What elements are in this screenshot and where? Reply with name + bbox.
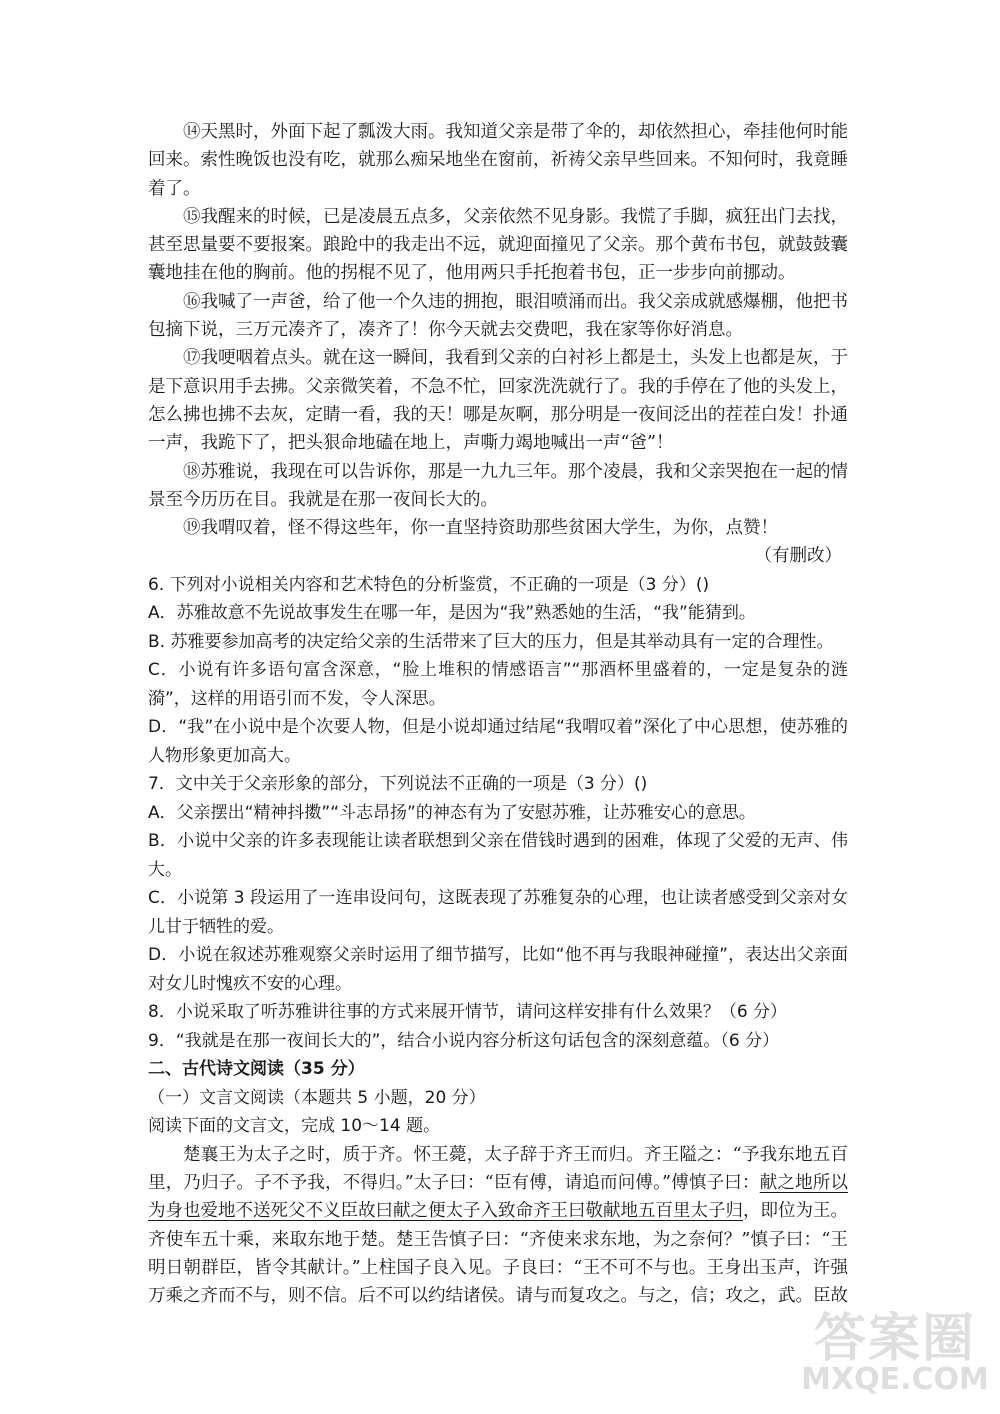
question-7-option-a: A．父亲摆出“精神抖擞”“斗志昂扬”的神态有为了安慰苏雅，让苏雅安心的意思。: [148, 802, 756, 823]
question-9: 9．“我就是在那一夜间长大的”，结合小说内容分析这句话包含的深刻意蕴。（6 分）: [148, 1030, 780, 1051]
question-7-option-d: D．小说在叙述苏雅观察父亲时运用了细节描写，比如“他不再与我眼神碰撞”，表达出父亲面对女儿时愧疚不安的心理。: [148, 945, 848, 994]
question-7: 7．文中关于父亲形象的部分，下列说法不正确的一项是（3 分）(): [148, 774, 648, 795]
question-6-option-a: A．苏雅故意不先说故事发生在哪一年，是因为“我”熟悉她的生活，“我”能猜到。: [148, 603, 756, 624]
story-paragraph-15: ⑮我醒来的时候，已是凌晨五点多，父亲依然不见身影。我慌了手脚，疯狂出门去找，甚至思量要不要报案。踉跄中的我走出不远，就迎面撞见了父亲。那个黄布书包，就鼓鼓囊囊地挂在他的胸前。他的拐棍不见了，他用两只手托抱着书包，正一步步向前挪动。: [148, 206, 848, 284]
question-7-option-b: B．小说中父亲的许多表现能让读者联想到父亲在借钱时遇到的困难，体现了父爱的无声、伟大。: [148, 831, 848, 880]
question-7-option-c: C．小说第 3 段运用了一连串设问句，这既表现了苏雅复杂的心理，也让读者感受到父亲对女儿甘于牺牲的爱。: [148, 888, 848, 937]
question-8: 8．小说采取了听苏雅讲往事的方式来展开情节，请问这样安排有什么效果？（6 分）: [148, 1002, 788, 1023]
reading-instruction: 阅读下面的文言文，完成 10～14 题。: [148, 1116, 441, 1137]
story-paragraph-18: ⑱苏雅说，我现在可以告诉你，那是一九九三年。那个凌晨，我和父亲哭抱在一起的情景至今历历在目。我就是在那一夜间长大的。: [148, 461, 848, 510]
edited-note: （有删改）: [754, 546, 842, 567]
subsection-heading: （一）文言文阅读（本题共 5 小题，20 分）: [148, 1087, 486, 1108]
section-heading: 二、古代诗文阅读（35 分）: [148, 1059, 365, 1080]
classical-text-start: 楚襄王为太子之时，质于齐。怀王薨，太子辞于齐王而归。齐王隘之：“予我东地五百里，乃归子。子不予我，不得归。”太子曰：“臣有傅，请追而问傅。”傅慎子曰：: [148, 1144, 848, 1194]
question-6-option-b: B. 苏雅要参加高考的决定给父亲的生活带来了巨大的压力，但是其举动具有一定的合理性。: [148, 631, 834, 652]
page-content: [148, 118, 848, 1311]
classical-text-rest: ，即位为王。齐使车五十乘，来取东地于楚。楚王告慎子曰：“齐使来求东地，为之奈何？”慎子曰：“王明日朝群臣，皆令其献计。”上柱国子良入见。子良曰：“王不可不与也。王身出玉声，许强万乘之齐而不与，则不信。后不可以约结诸侯。请与而复攻之。与之，信；攻之，武。臣故: [148, 1201, 848, 1307]
story-paragraph-17: ⑰我哽咽着点头。就在这一瞬间，我看到父亲的白衬衫上都是土，头发上也都是灰，于是下意识用手去拂。父亲微笑着，不急不忙，回家洗洗就行了。我的手停在了他的头发上，怎么拂也拂不去灰，定睛一看，我的天！哪是灰啊，那分明是一夜间泛出的茬茬白发！扑通一声，我跪下了，把头狠命地磕在地上，声嘶力竭地喊出一声“爸”！: [148, 348, 848, 454]
story-paragraph-19: ⑲我喟叹着，怪不得这些年，你一直坚持资助那些贫困大学生，为你，点赞！: [183, 518, 778, 539]
question-6-option-c: C．小说有许多语句富含深意，“脸上堆积的情感语言”“那酒杯里盛着的，一定是复杂的涟漪”，这样的用语引而不发，令人深思。: [148, 660, 848, 709]
watermark-logo: [800, 1296, 990, 1406]
watermark-title: 答案圈: [813, 1309, 976, 1369]
story-paragraph-14: ⑭天黑时，外面下起了瓢泼大雨。我知道父亲是带了伞的，却依然担心，牵挂他何时能回来。索性晚饭也没有吃，就那么痴呆地坐在窗前，祈祷父亲早些回来。不知何时，我竟睡着了。: [148, 122, 848, 199]
classical-text-underlined: 献之地所以为身也爱地不送死父不义臣故曰献之便太子入致命齐王曰敬献地五百里太子归: [148, 1173, 848, 1222]
question-6-option-d: D．“我”在小说中是个次要人物，但是小说却通过结尾“我喟叹着”深化了中心思想，使苏雅的人物形象更加高大。: [148, 717, 848, 766]
question-6: 6. 下列对小说相关内容和艺术特色的分析鉴赏，不正确的一项是（3 分）(): [148, 574, 710, 595]
story-paragraph-16: ⑯我喊了一声爸，给了他一个久违的拥抱，眼泪喷涌而出。我父亲成就感爆棚，他把书包摘下说，三万元凑齐了，凑齐了！你今天就去交费吧，我在家等你好消息。: [148, 291, 848, 341]
classical-text: [148, 1141, 848, 1311]
watermark-domain: MXQE.COM: [801, 1362, 989, 1397]
